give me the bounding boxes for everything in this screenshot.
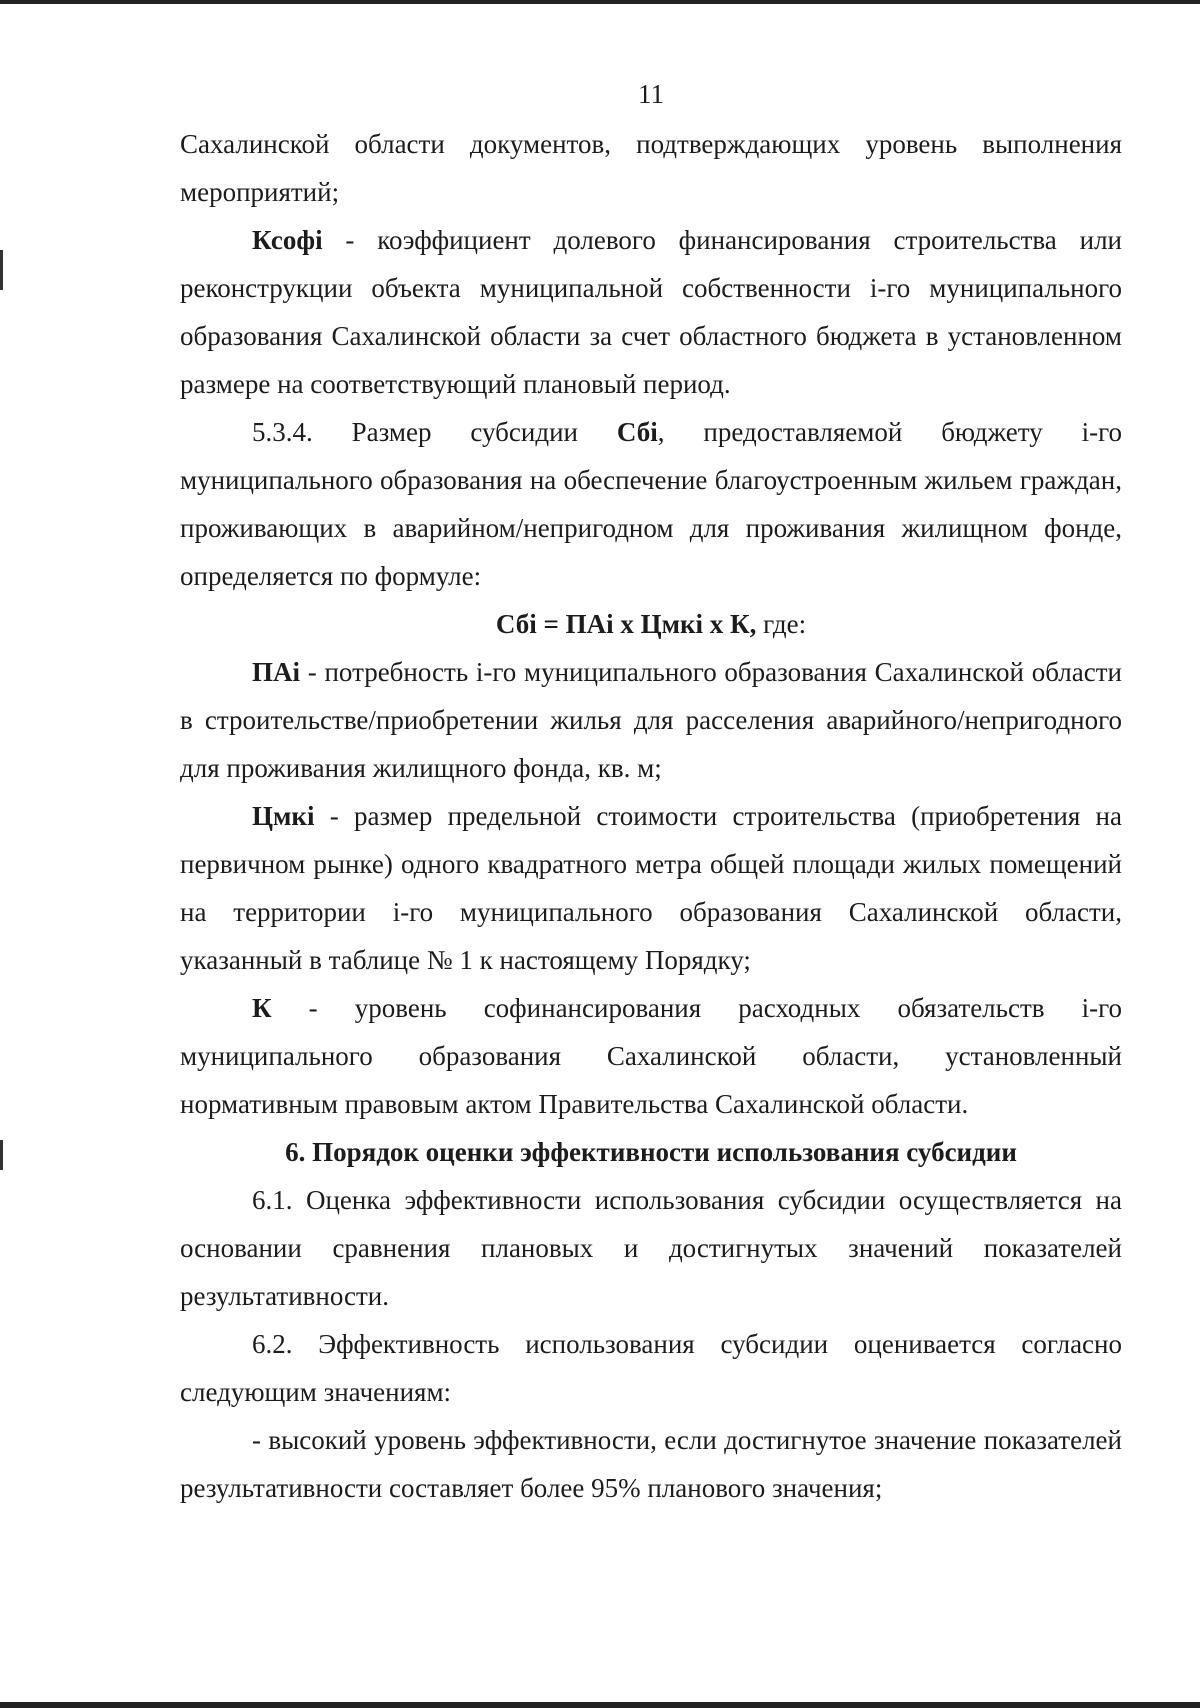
paragraph-k (180, 984, 1122, 1128)
paragraph-tsmki (180, 792, 1122, 984)
section-heading: 6. Порядок оценки эффективности использования субсидии (285, 1137, 1017, 1167)
document-page (180, 74, 1122, 1512)
clause-5-3-4-intro: 5.3.4. Размер субсидии (252, 417, 617, 447)
paragraph-6-1: 6.1. Оценка эффективности использования субсидии осуществляется на основании сравнения плановых и достигнутых значений показателей результативности. (180, 1185, 1122, 1311)
term-k: К (252, 993, 272, 1023)
clause-5-3-4-text: , предоставляемой бюджету і-го муниципального образования на обеспечение благоустроенным жильем граждан, проживающих в аварийном/непригодном для проживания жилищном фонде, определяется по формуле: (180, 417, 1122, 591)
paragraph-pai (180, 648, 1122, 792)
definition-pai: - потребность і-го муниципального образования Сахалинской области в строительстве/приобретении жилья для расселения аварийного/непригодного для проживания жилищного фонда, кв. м; (180, 657, 1122, 783)
term-tsmki: Цмкі (252, 801, 315, 831)
term-sbi: Сбі (616, 417, 658, 447)
term-ksofi: Ксофі (252, 225, 323, 255)
formula-where: где: (756, 609, 807, 639)
paragraph-5-3-4 (180, 408, 1122, 600)
scan-edge-top (0, 0, 1200, 4)
formula (180, 600, 1122, 648)
definition-k: - уровень софинансирования расходных обязательств і-го муниципального образования Сахалинской области, установленный нормативным правовым актом Правительства Сахалинской области. (180, 993, 1122, 1119)
list-item-high-efficiency: - высокий уровень эффективности, если достигнутое значение показателей результативности составляет более 95% планового значения; (180, 1425, 1122, 1503)
paragraph-continuation: Сахалинской области документов, подтверждающих уровень выполнения мероприятий; (180, 129, 1122, 207)
scan-edge-bottom (0, 1702, 1200, 1708)
paragraph-6-2: 6.2. Эффективность использования субсидии оценивается согласно следующим значениям: (180, 1329, 1122, 1407)
scan-mark-left (0, 250, 3, 290)
paragraph-ksofi (180, 216, 1122, 408)
page-number: 11 (638, 79, 664, 109)
term-pai: ПАі (252, 657, 301, 687)
formula-expression: Сбі = ПАі х Цмкі х К, (495, 609, 757, 639)
definition-tsmki: - размер предельной стоимости строительства (приобретения на первичном рынке) одного квадратного метра общей площади жилых помещений на территории і-го муниципального образования Сахалинской области, указанный в таблице № 1 к настоящему Порядку; (180, 801, 1122, 975)
scan-mark-left (0, 1140, 3, 1170)
definition-ksofi: - коэффициент долевого финансирования строительства или реконструкции объекта муниципальной собственности і-го муниципального образования Сахалинской области за счет областного бюджета в установленном размере на соответствующий плановый период. (180, 225, 1122, 399)
